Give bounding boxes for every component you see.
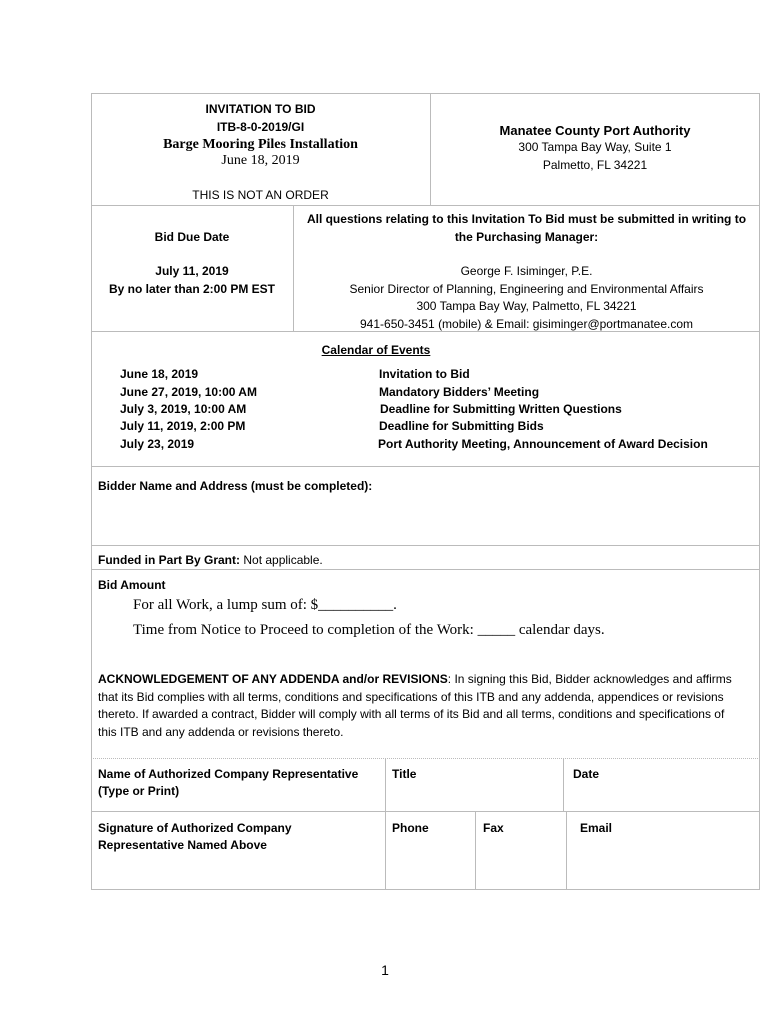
divider-signature-row2	[91, 811, 760, 812]
sig-col-divider-3	[475, 811, 476, 889]
divider-signature-table	[91, 758, 760, 759]
authority-address-1: 300 Tampa Bay Way, Suite 1	[518, 140, 672, 154]
itb-date: June 18, 2019	[221, 153, 300, 168]
event-name: Mandatory Bidders’ Meeting	[379, 385, 540, 399]
rep-name-label-1: Name of Authorized Company Representative	[98, 767, 359, 781]
rep-name-label-2: (Type or Print)	[98, 784, 180, 798]
sig-col-divider-1	[385, 758, 386, 889]
event-date: July 11, 2019, 2:00 PM	[120, 419, 246, 433]
phone-label: Phone	[392, 821, 429, 835]
page-number: 1	[381, 962, 389, 978]
contact-address: 300 Tampa Bay Way, Palmetto, FL 34221	[416, 299, 637, 313]
event-name: Deadline for Submitting Written Questions	[380, 402, 622, 416]
event-date: July 3, 2019, 10:00 AM	[120, 402, 247, 416]
contact-name: George F. Isiminger, P.E.	[460, 264, 593, 278]
divider-bid-amount	[91, 569, 760, 570]
completion-days-line[interactable]: Time from Notice to Proceed to completion of the Work: _____ calendar days.	[133, 622, 605, 638]
date-label: Date	[573, 767, 600, 781]
itb-number: ITB-8-0-2019/GI	[216, 120, 305, 134]
event-name: Invitation to Bid	[379, 367, 470, 381]
event-name: Deadline for Submitting Bids	[379, 419, 544, 433]
bid-due-label: Bid Due Date	[154, 230, 230, 244]
acknowledgement-label: ACKNOWLEDGEMENT OF ANY ADDENDA and/or REVISIONS	[98, 672, 448, 686]
authority-name: Manatee County Port Authority	[499, 123, 691, 138]
bid-due-date: July 11, 2019	[155, 264, 229, 278]
questions-line-2: the Purchasing Manager:	[454, 230, 599, 244]
bid-amount-label: Bid Amount	[98, 578, 166, 592]
event-date: June 27, 2019, 10:00 AM	[120, 385, 257, 399]
bid-due-time: By no later than 2:00 PM EST	[108, 282, 276, 296]
contact-phone-email: 941-650-3451 (mobile) & Email: gisiminger@portmanatee.com	[360, 317, 693, 331]
event-date: June 18, 2019	[120, 367, 199, 381]
title-label: Title	[392, 767, 417, 781]
sig-col-divider-4	[566, 811, 567, 889]
acknowledgement-text: : In signing this Bid, Bidder acknowledges and affirms that its Bid complies with all terms, conditions and specifications of this ITB and any addenda, appendices or revisions thereto. If awarded a contract, Bidder will comply with all terms of its Bid and all terms, conditions and specifications of this ITB and any addenda or revisions thereto.	[98, 672, 732, 739]
lump-sum-line[interactable]: For all Work, a lump sum of: $__________.	[133, 597, 397, 613]
questions-line-1: All questions relating to this Invitation To Bid must be submitted in writing to	[306, 212, 747, 226]
divider-funded	[91, 545, 760, 546]
contact-title: Senior Director of Planning, Engineering and Environmental Affairs	[349, 282, 704, 296]
signature-label-2: Representative Named Above	[98, 838, 267, 852]
funded-line	[98, 552, 323, 569]
authority-address-2: Palmetto, FL 34221	[542, 158, 648, 172]
fax-label: Fax	[483, 821, 504, 835]
email-label: Email	[580, 821, 613, 835]
funded-value: Not applicable.	[240, 553, 323, 567]
calendar-title: Calendar of Events	[321, 343, 431, 357]
event-name: Port Authority Meeting, Announcement of Award Decision	[378, 437, 708, 451]
itb-title: INVITATION TO BID	[205, 102, 316, 116]
not-an-order: THIS IS NOT AN ORDER	[192, 188, 329, 202]
funded-label: Funded in Part By Grant:	[98, 553, 241, 567]
event-date: July 23, 2019	[120, 437, 195, 451]
bidder-name-field[interactable]	[96, 497, 756, 541]
acknowledgement-paragraph	[98, 671, 743, 741]
signature-label-1: Signature of Authorized Company	[98, 821, 292, 835]
divider-bidder	[91, 466, 760, 467]
bidder-name-label: Bidder Name and Address (must be completed):	[98, 479, 373, 493]
sig-col-divider-2	[563, 758, 564, 811]
project-title: Barge Mooring Piles Installation	[163, 137, 358, 152]
